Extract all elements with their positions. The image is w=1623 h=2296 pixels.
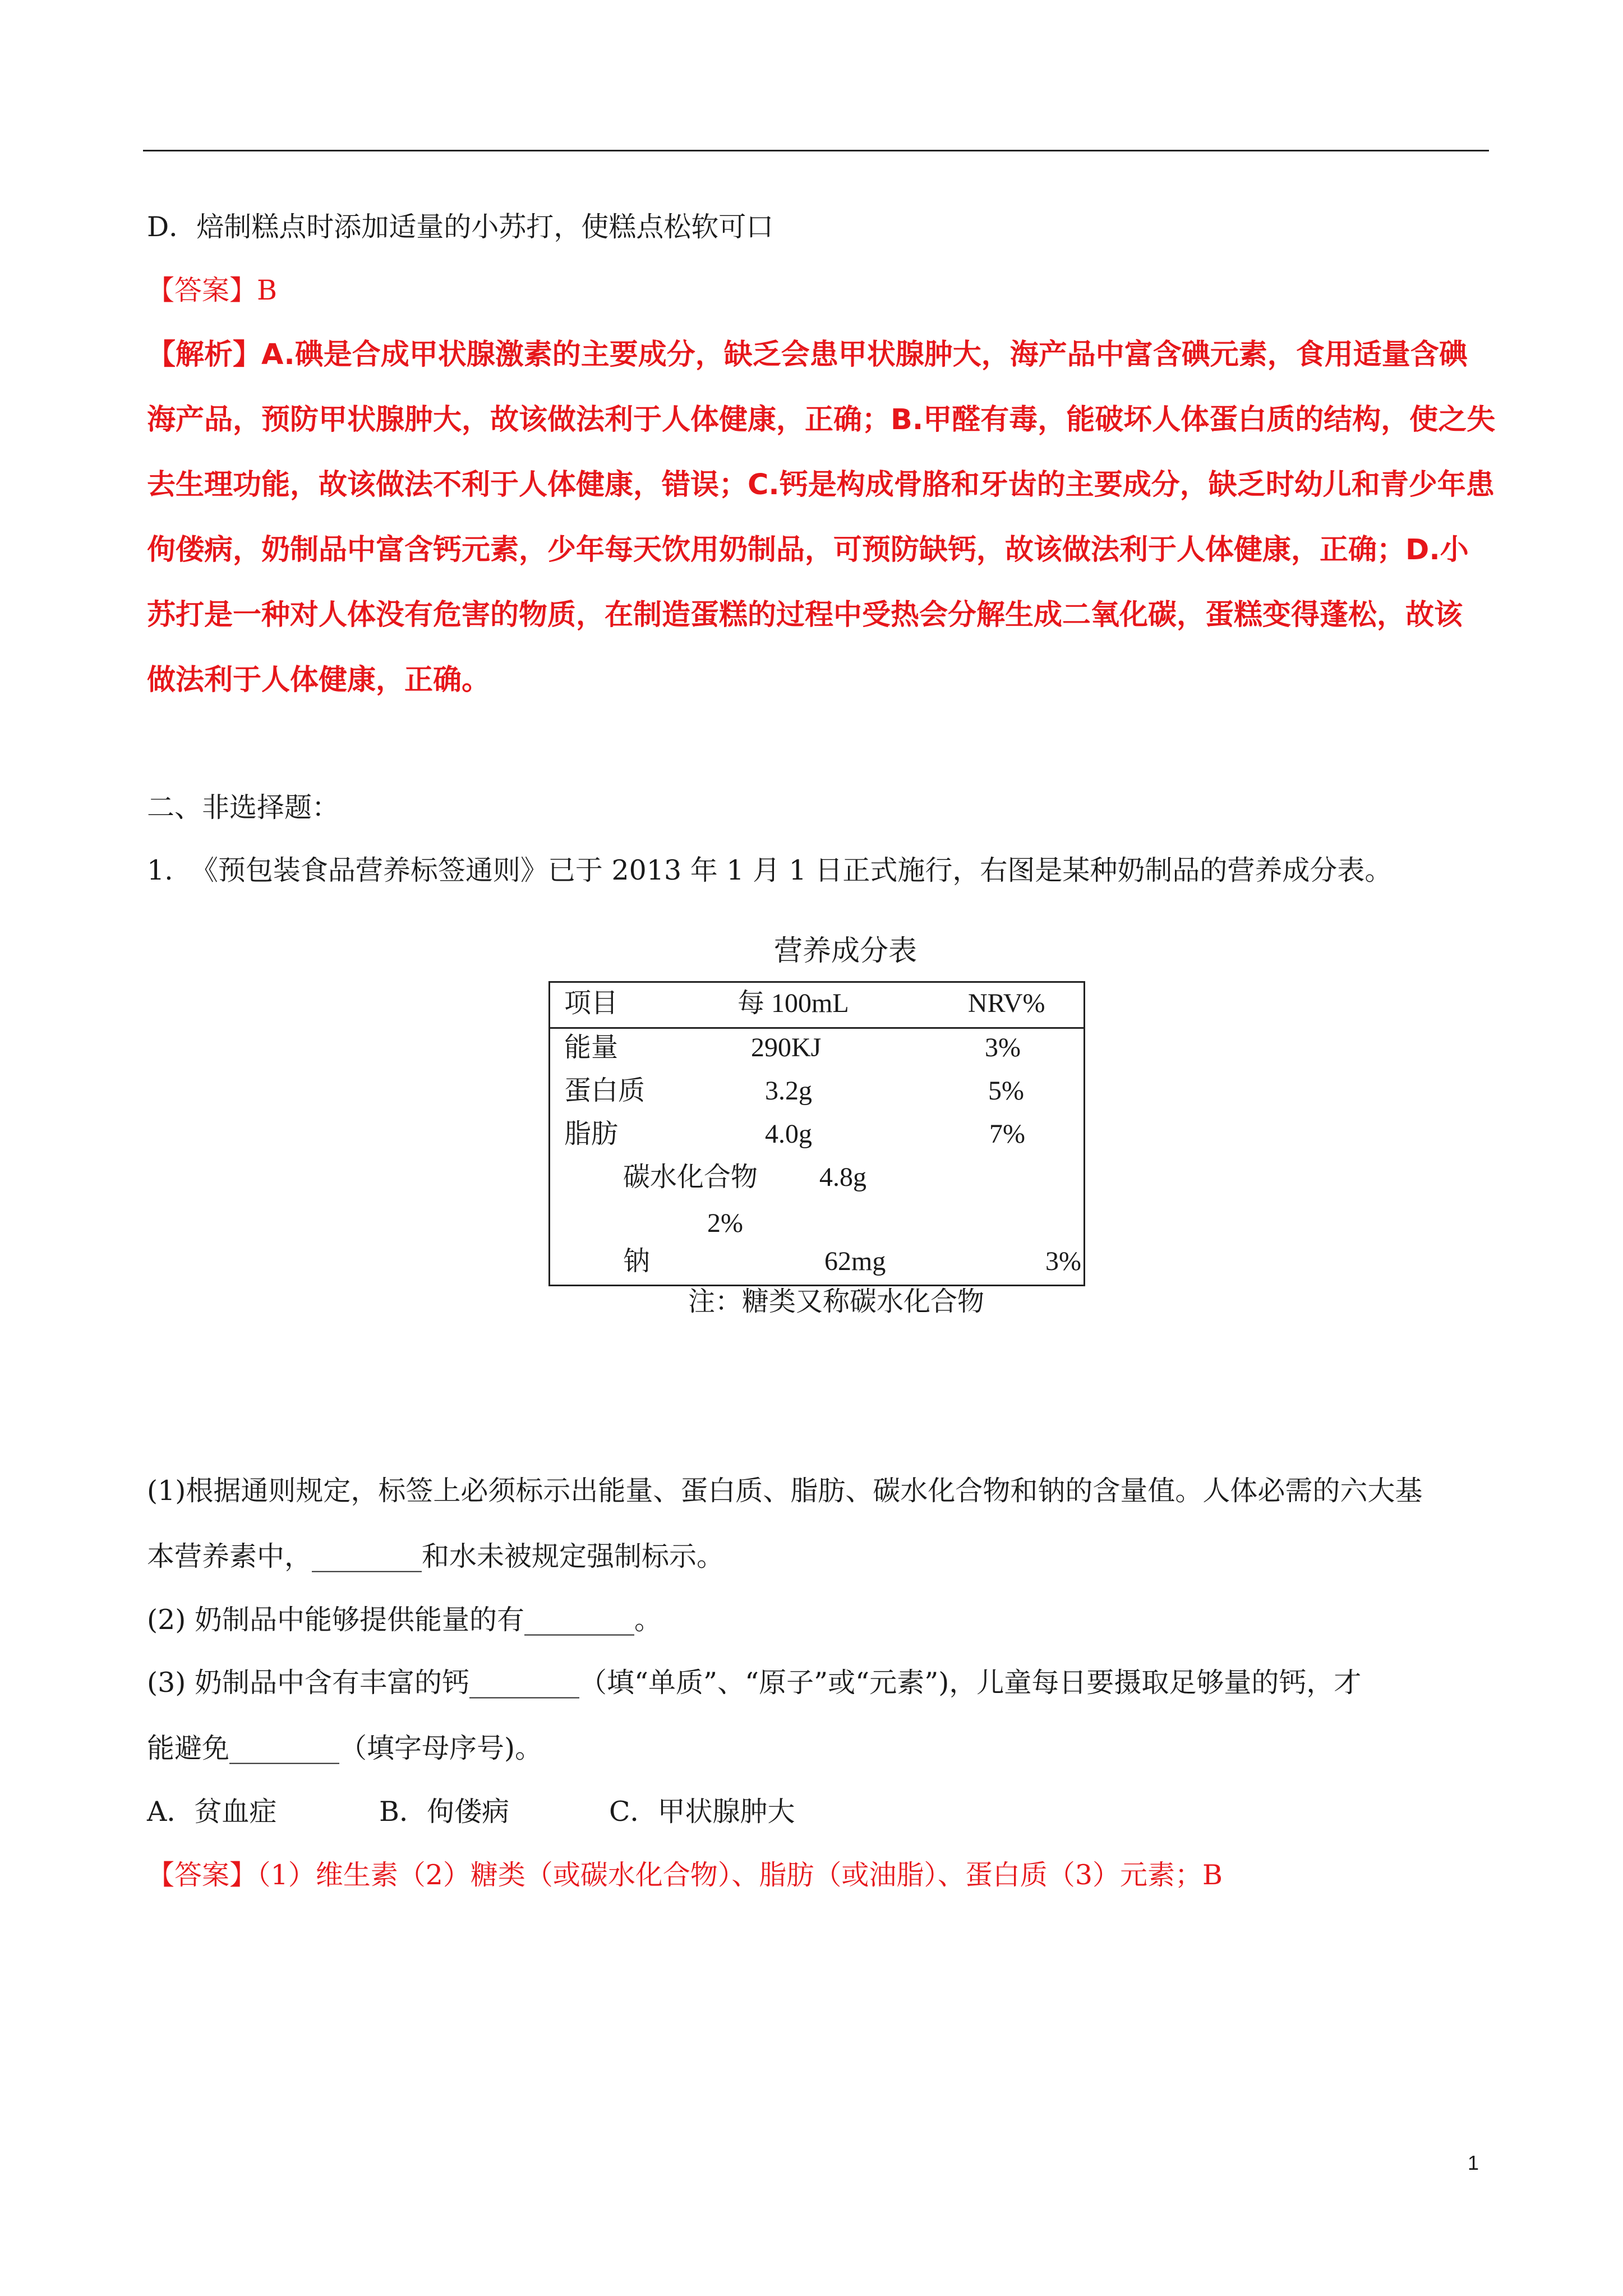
choice-a: A．贫血症: [147, 1796, 277, 1828]
header-rule: [143, 150, 1489, 151]
answer-2: [147, 1858, 1223, 1892]
explanation-label: 【解析】: [147, 338, 262, 371]
answer-1: [147, 274, 277, 307]
question-1: 1. 《预包装食品营养标签通则》已于 2013 年 1 月 1 日正式施行，右图是某种奶制品的营养成分表。: [147, 854, 1393, 886]
table-cell: 脂肪: [564, 1119, 619, 1149]
table-cell: 3%: [1045, 1246, 1081, 1276]
table-cell: 4.0g: [765, 1119, 812, 1149]
answer-label: 【答案】: [147, 1859, 257, 1891]
option-d: D．焙制糕点时添加适量的小苏打，使糕点松软可口: [147, 211, 774, 243]
table-title: 营养成分表: [774, 935, 917, 968]
choice-b: B．佝偻病: [379, 1796, 510, 1828]
nutrition-table: [548, 981, 1085, 1286]
table-cell: 钠: [623, 1246, 651, 1276]
explanation-line: 海产品，预防甲状腺肿大，故该做法利于人体健康，正确；B.甲醛有毒，能破坏人体蛋白质的结构，使之失: [147, 403, 1496, 436]
sub-question-2: (2) 奶制品中能够提供能量的有________。: [147, 1604, 662, 1636]
table-header-rule: [550, 1027, 1083, 1029]
explanation-line: 去生理功能，故该做法不利于人体健康，错误；C.钙是构成骨胳和牙齿的主要成分，缺乏时幼儿和青少年患: [147, 468, 1495, 501]
table-cell: 7%: [989, 1119, 1025, 1149]
table-note: 注：糖类又称碳水化合物: [688, 1286, 985, 1317]
section-title: 二、非选择题：: [147, 792, 340, 823]
answer-value: （1）维生素（2）糖类（或碳水化合物）、脂肪（或油脂）、蛋白质（3）元素；B: [257, 1859, 1223, 1891]
table-cell: 2%: [707, 1208, 743, 1238]
table-cell: 蛋白质: [564, 1076, 645, 1106]
explanation: [147, 323, 1496, 713]
sub-question-1: (1)根据通则规定，标签上必须标示出能量、蛋白质、脂肪、碳水化合物和钠的含量值。人体必需的六大基: [147, 1475, 1423, 1507]
table-cell: 3%: [985, 1033, 1021, 1062]
sub-question-1-cont: 本营养素中，________和水未被规定强制标示。: [147, 1540, 725, 1572]
answer-value: B: [257, 274, 278, 306]
table-cell: 碳水化合物: [623, 1162, 758, 1192]
table-cell: 4.8g: [819, 1162, 866, 1192]
table-header: 项目: [564, 988, 619, 1018]
explanation-line: 做法利于人体健康，正确。: [147, 664, 491, 697]
sub-question-3: (3) 奶制品中含有丰富的钙________（填“单质”、“原子”或“元素”)，儿童每日要摄取足够量的钙，才: [147, 1667, 1362, 1699]
table-cell: 5%: [988, 1076, 1024, 1106]
table-cell: 290KJ: [751, 1033, 822, 1062]
table-header: NRV%: [968, 988, 1045, 1018]
explanation-line: 【解析】A.碘是合成甲状腺激素的主要成分，缺乏会患甲状腺肿大，海产品中富含碘元素，食用适量含碘: [147, 338, 1468, 371]
table-header: 每 100mL: [737, 988, 849, 1018]
choice-c: C．甲状腺肿大: [609, 1796, 795, 1828]
table-cell: 62mg: [824, 1246, 886, 1276]
page-number: 1: [1468, 2151, 1479, 2174]
explanation-line: 苏打是一种对人体没有危害的物质，在制造蛋糕的过程中受热会分解生成二氧化碳，蛋糕变得蓬松，故该: [147, 599, 1463, 632]
answer-label: 【答案】: [147, 274, 257, 306]
explanation-line: 佝偻病，奶制品中富含钙元素，少年每天饮用奶制品，可预防缺钙，故该做法利于人体健康，正确；D.小: [147, 533, 1469, 567]
sub-question-3-cont: 能避免________（填字母序号)。: [147, 1732, 543, 1764]
table-cell: 能量: [564, 1033, 619, 1062]
table-cell: 3.2g: [765, 1076, 812, 1106]
